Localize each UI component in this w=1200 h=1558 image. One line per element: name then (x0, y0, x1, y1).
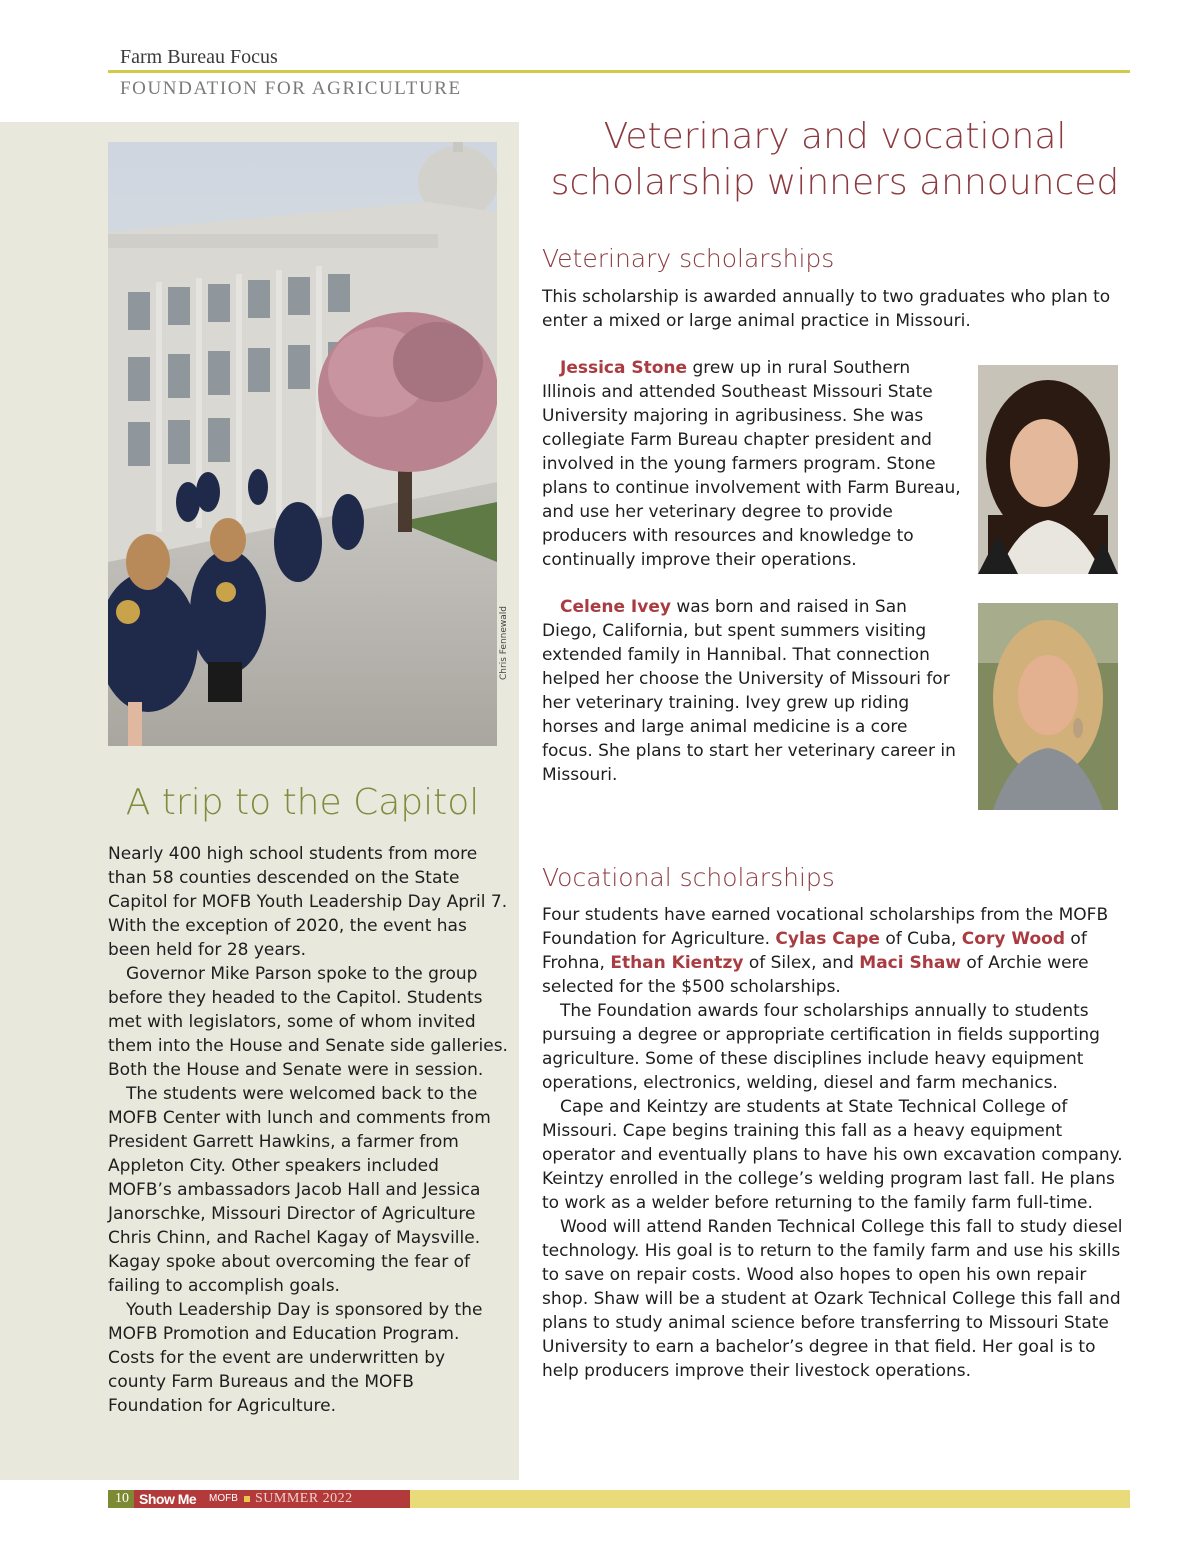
page-number: 10 (115, 1491, 129, 1506)
vocational-paragraph: Cape and Keintzy are students at State Technical College of Missouri. Cape begins training this fall as a heavy equipment operator and eventually plans to have his own excavation company. Keintzy enrolled in the college’s welding program last fall. He plans to work as a welder before returning to the family farm full-time. (542, 1097, 1123, 1213)
org-name: MOFB (209, 1493, 238, 1504)
winner-name: Cylas Cape (775, 929, 880, 949)
sidebar-paragraph: Nearly 400 high school students from more than 58 counties descended on the State Capitol for MOFB Youth Leadership Day April 7. With the exception of 2020, the event has been held for 28 years. (108, 844, 508, 960)
sidebar-body (108, 842, 508, 1418)
photo-credit: Chris Fennewald (499, 606, 509, 680)
winner-name: Celene Ivey (560, 597, 671, 617)
section-subtitle: FOUNDATION FOR AGRICULTURE (120, 78, 462, 99)
footer-bar-yellow (410, 1490, 1130, 1508)
article-title: Veterinary and vocational scholarship winners announced (550, 116, 1120, 203)
bio-text: was born and raised in San Diego, California, but spent summers visiting extended family in Hannibal. That connection helped her choose the University of Missouri for her veterinary training. Ivey grew up riding horses and large animal medicine is a core focus. She plans to start her veterinary career in Missouri. (542, 597, 956, 785)
bio-text: grew up in rural Southern Illinois and attended Southeast Missouri State University majoring in agribusiness. She was collegiate Farm Bureau chapter president and involved in the young farmers program. Stone plans to continue involvement with Farm Bureau, and use her veterinary degree to provide producers with resources and knowledge to continually improve their operations. (542, 358, 961, 570)
vocational-heading: Vocational scholarships (542, 863, 835, 892)
sidebar-paragraph: Governor Mike Parson spoke to the group before they headed to the Capitol. Students met with legislators, some of whom invited them into the House and Senate side galleries. Both the House and Senate were in session. (108, 964, 508, 1080)
section-title: Farm Bureau Focus (120, 46, 278, 68)
jessica-stone-photo (978, 365, 1118, 574)
issue-date: SUMMER 2022 (255, 1491, 353, 1506)
vocational-body: Four students have earned vocational scholarships from the MOFB Foundation for Agriculture. Cylas Cape of Cuba, Cory Wood of Frohna, Ethan Kientzy of Silex, and Maci Shaw of Archie were selected for the $500 scholarships. The Foundation awards four scholarships annually to students pursuing a degree or appropriate certification in fields supporting agriculture. Some of these disciplines include heavy equipment operations, electronics, welding, diesel and farm mechanics. Cape and Keintzy are students at State Technical College of Missouri. Cape begins training this fall as a heavy equipment operator and eventually plans to have his own excavation company. Keintzy enrolled in the college’s welding program last fall. He plans to work as a welder before returning to the family farm full-time. Wood will attend Randen Technical College this fall to study diesel technology. His goal is to return to the family farm and use his skills to save on repair costs. Wood also hopes to open his own repair shop. Shaw will be a student at Ozark Technical College this fall and plans to study animal science before transferring to Missouri State University to earn a bachelor’s degree in that field. Her goal is to help producers improve their livestock operations. (542, 903, 1132, 1383)
sidebar-paragraph: Youth Leadership Day is sponsored by the MOFB Promotion and Education Program. Costs for the event are underwritten by county Farm Bureaus and the MOFB Foundation for Agriculture. (108, 1300, 483, 1416)
vocational-paragraph: Wood will attend Randen Technical College this fall to study diesel technology. His goal is to return to the family farm and use his skills to save on repair costs. Wood also hopes to open his own repair shop. Shaw will be a student at Ozark Technical College this fall and plans to study animal science before transferring to Missouri State University to earn a bachelor’s degree in that field. Her goal is to help producers improve their livestock operations. (542, 1217, 1123, 1381)
header-rule (108, 70, 1130, 73)
footer-square-icon (244, 1496, 250, 1502)
sidebar-title: A trip to the Capitol (125, 782, 480, 823)
celene-ivey-photo (978, 603, 1118, 810)
magazine-name: Show Me (139, 1491, 197, 1507)
bio-stone (542, 356, 962, 572)
veterinary-heading: Veterinary scholarships (542, 244, 835, 273)
capitol-photo (108, 142, 497, 746)
winner-name: Ethan Kientzy (610, 953, 744, 973)
winner-name: Maci Shaw (859, 953, 962, 973)
vocational-paragraph: The Foundation awards four scholarships annually to students pursuing a degree or appropriate certification in fields supporting agriculture. Some of these disciplines include heavy equipment operations, electronics, welding, diesel and farm mechanics. (542, 1001, 1100, 1093)
sidebar-paragraph: The students were welcomed back to the MOFB Center with lunch and comments from President Garrett Hawkins, a farmer from Appleton City. Other speakers included MOFB’s ambassadors Jacob Hall and Jessica Janorschke, Missouri Director of Agriculture Chris Chinn, and Rachel Kagay of Maysville. Kagay spoke about overcoming the fear of failing to accomplish goals. (108, 1084, 491, 1296)
veterinary-intro: This scholarship is awarded annually to two graduates who plan to enter a mixed or large animal practice in Missouri. (542, 287, 1111, 331)
winner-name: Jessica Stone (560, 358, 688, 378)
winner-name: Cory Wood (961, 929, 1066, 949)
bio-ivey (542, 595, 962, 787)
